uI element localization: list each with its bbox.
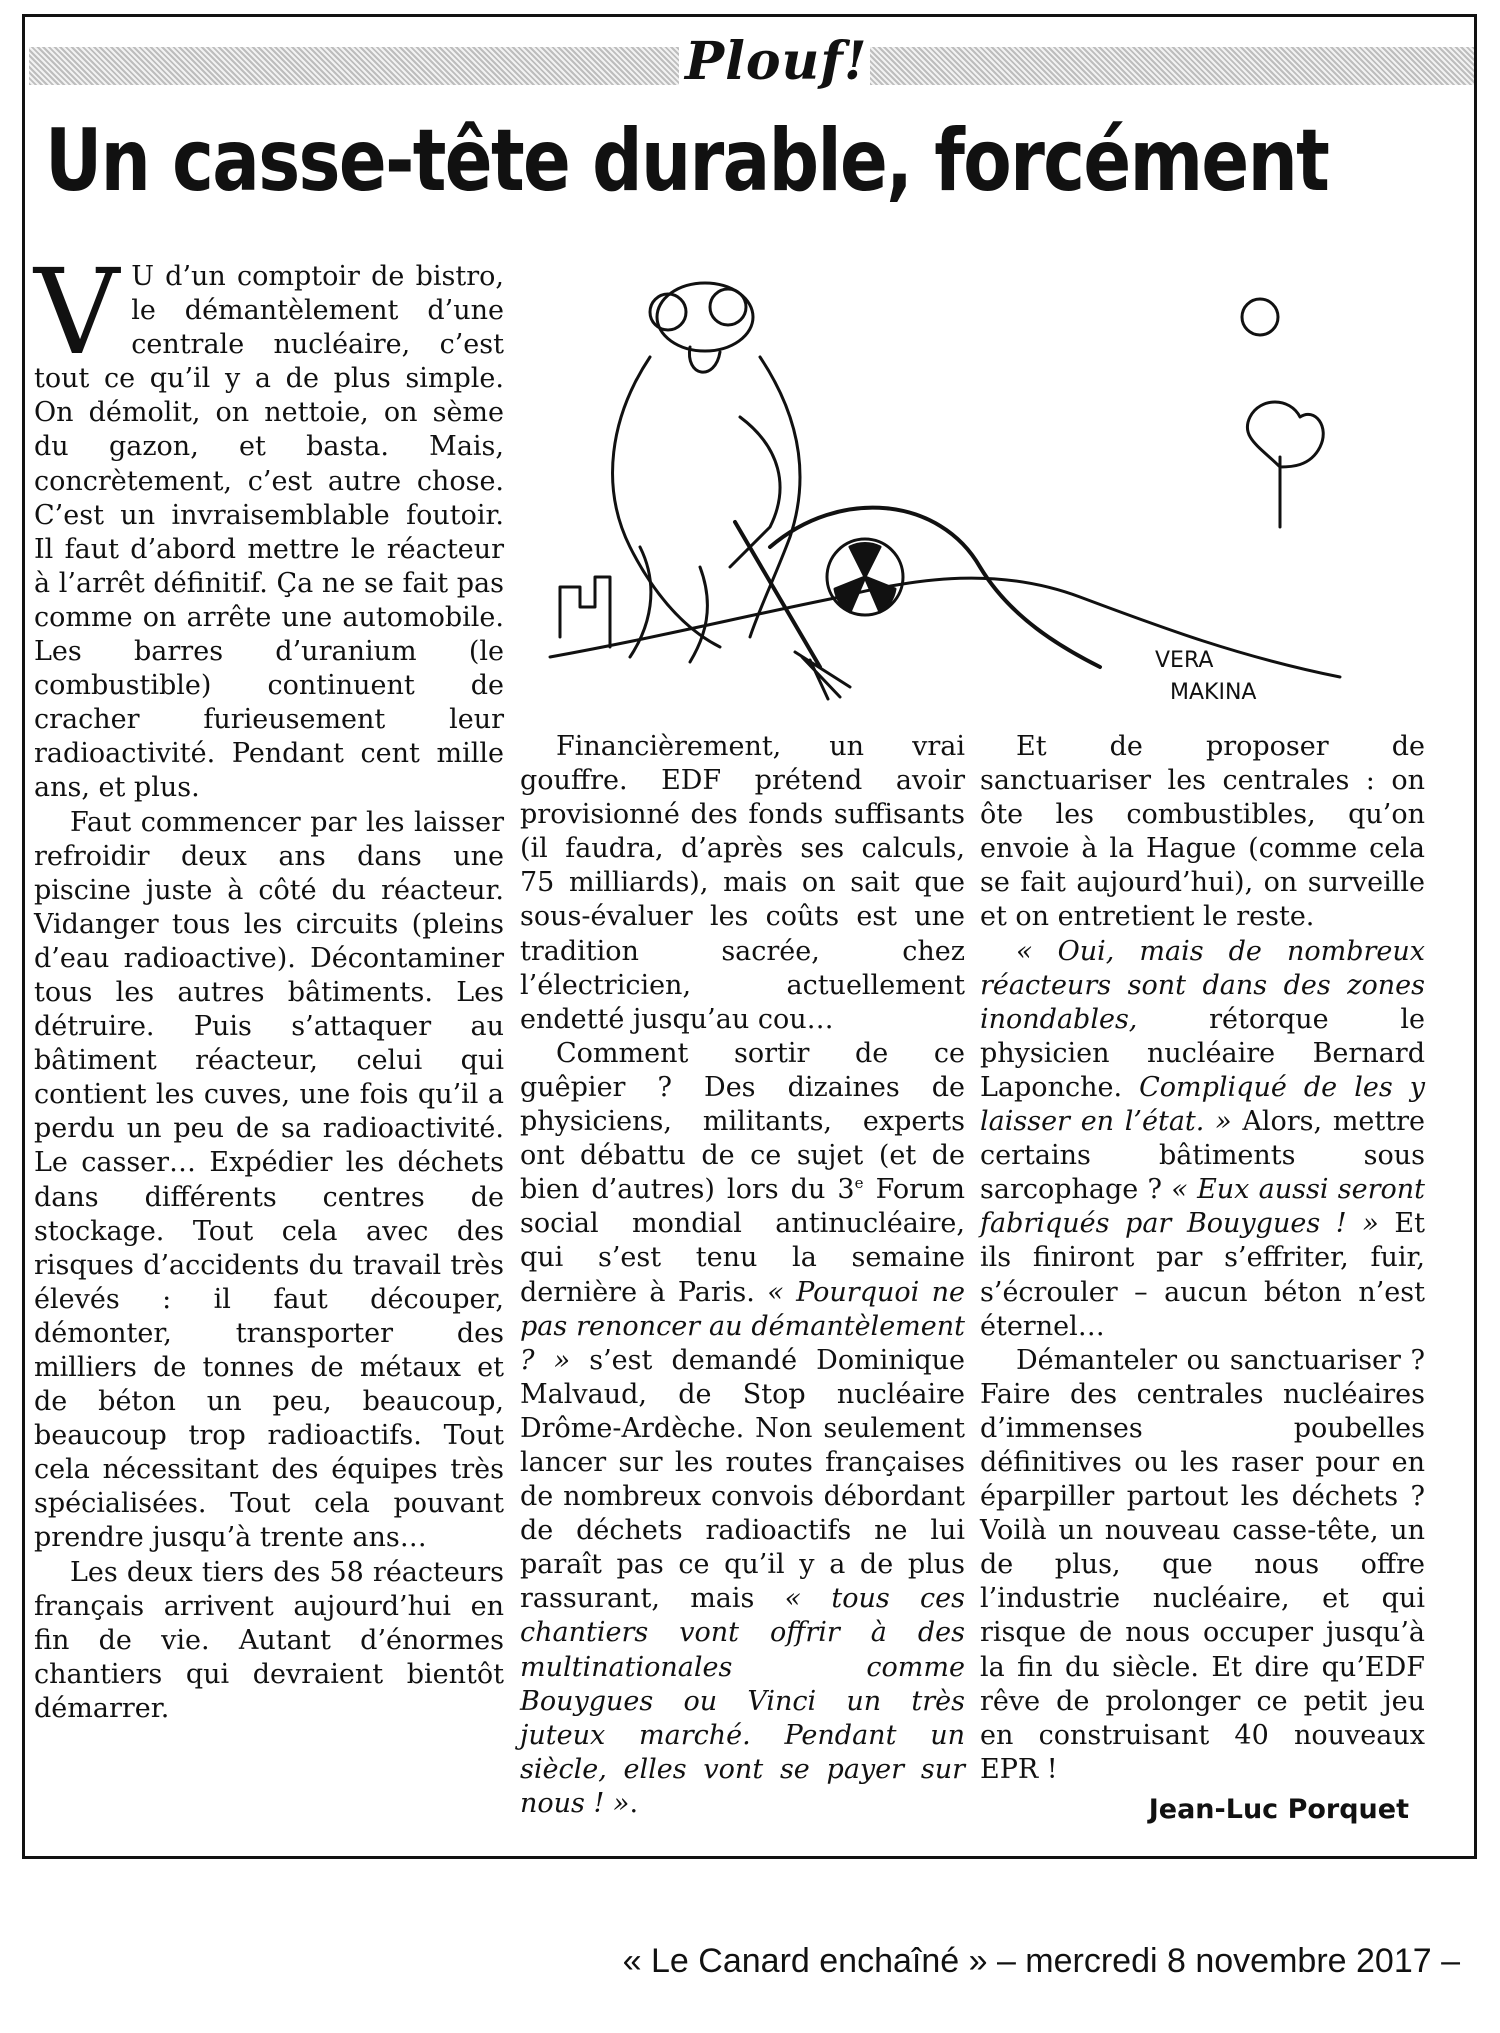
broom-head	[795, 652, 850, 699]
paragraph: Financièrement, un vrai gouffre. EDF prétend avoir provisionné des fonds suffisants (il faudra, d’après ses calculs, 75 milliards), mais on sait que sous-évaluer les coûts est une tradition sacrée, chez l’électricien, actuellement endetté jusqu’au cou…	[520, 731, 965, 1035]
paragraph: V U d’un comptoir de bistro, le démantèlement d’une centrale nucléaire, c’est tout ce qu’il y a de plus simple. On démolit, on nettoie, on sème du gazon, et basta. Mais, concrètement, c’est autre chose. C’est un invraisemblable foutoir. Il faut d’abord mettre le réacteur à l’arrêt définitif. Ça ne se fait pas comme on arrête une automobile. Les barres d’uranium (le combustible) continuent de cracher furieusement leur radioactivité. Pendant cent mille ans, et plus.	[34, 243, 504, 804]
masthead-band-right	[870, 47, 1474, 85]
hill-line	[550, 578, 1340, 677]
paragraph: Et de proposer de sanctuariser les centrales : on ôte les combustibles, qu’on envoie à la Hague (comme cela se fait aujourd’hui), on surveille et on entretient le reste.	[980, 731, 1425, 933]
cartoon-illustration	[540, 267, 1370, 727]
headline: Un casse-tête durable, forcément	[45, 111, 1329, 211]
moon	[1242, 299, 1278, 335]
broom-handle	[735, 522, 820, 667]
artist-signature-1: VERA	[1155, 648, 1214, 673]
article-column-3	[980, 730, 1425, 1827]
artist-signature-2: MAKINA	[1170, 680, 1257, 705]
drop-cap: V	[34, 243, 120, 381]
paragraph: Comment sortir de ce guêpier ? Des dizaines de physiciens, militants, experts ont débattu de ce sujet (et de bien d’autres) lors du 3e Forum social mondial antinucléaire, qui s’est tenu la semaine dernière à Paris. « Pourquoi ne pas renoncer au démantèlement ? » s’est demandé Dominique Malvaud, de Stop nucléaire Drôme-Ardèche. Non seulement lancer sur les routes françaises de nombreux convois débordant de déchets radioactifs ne lui paraît pas ce qu’il y a de plus rassurant, mais « tous ces chantiers vont offrir à des multinationales comme Bouygues ou Vinci un très juteux marché. Pendant un siècle, elles vont se payer sur nous ! ».	[520, 1037, 965, 1819]
publication-footer: « Le Canard enchaîné » – mercredi 8 novembre 2017 –	[622, 1942, 1460, 1980]
author-signature: Jean-Luc Porquet	[1148, 1793, 1409, 1825]
article-column-1	[34, 243, 504, 1726]
paragraph: Démanteler ou sanctuariser ? Faire des centrales nucléaires d’immenses poubelles définitives ou les raser pour en éparpiller partout les déchets ? Voilà un nouveau casse-tête, un de plus, que nous offre l’industrie nucléaire, et qui risque de nous occuper jusqu’à la fin du siècle. Et dire qu’EDF rêve de prolonger ce petit jeu en construisant 40 nouveaux EPR !	[980, 1344, 1425, 1785]
ruins	[560, 577, 610, 647]
paragraph: Faut commencer par les laisser refroidir deux ans dans une piscine juste à côté du réacteur. Vidanger tous les circuits (pleins d’eau radioactive). Décontaminer tous les autres bâtiments. Les détruire. Puis s’attaquer au bâtiment réacteur, celui qui contient les cuves, une fois qu’il a perdu un peu de sa radioactivité. Le casser… Expédier les déchets dans différents centres de stockage. Tout cela avec des risques d’accidents du travail très élevés : il faut découper, démonter, transporter des milliers de tonnes de métaux et de béton un peu, beaucoup, beaucoup trop radioactifs. Tout cela nécessitant des équipes très spécialisées. Tout cela pouvant prendre jusqu’à trente ans…	[34, 806, 504, 1554]
article-column-2	[520, 730, 965, 1821]
section-logo: Plouf!	[685, 31, 868, 92]
tree	[1247, 402, 1323, 527]
paragraph: « Oui, mais de nombreux réacteurs sont dans des zones inondables, rétorque le physicien nucléaire Bernard Laponche. Compliqué de les y laisser en l’état. » Alors, mettre certains bâtiments sous sarcophage ? « Eux aussi seront fabriqués par Bouygues ! » Et ils finiront par s’effriter, fuir, s’écrouler – aucun béton n’est éternel…	[980, 935, 1425, 1342]
paragraph: Les deux tiers des 58 réacteurs français arrivent aujourd’hui en fin de vie. Autant d’énormes chantiers qui devraient bientôt démarrer.	[34, 1556, 504, 1724]
mask-eye-right	[710, 289, 746, 325]
masthead-band-left	[29, 47, 679, 85]
mask-eye-left	[650, 294, 686, 330]
